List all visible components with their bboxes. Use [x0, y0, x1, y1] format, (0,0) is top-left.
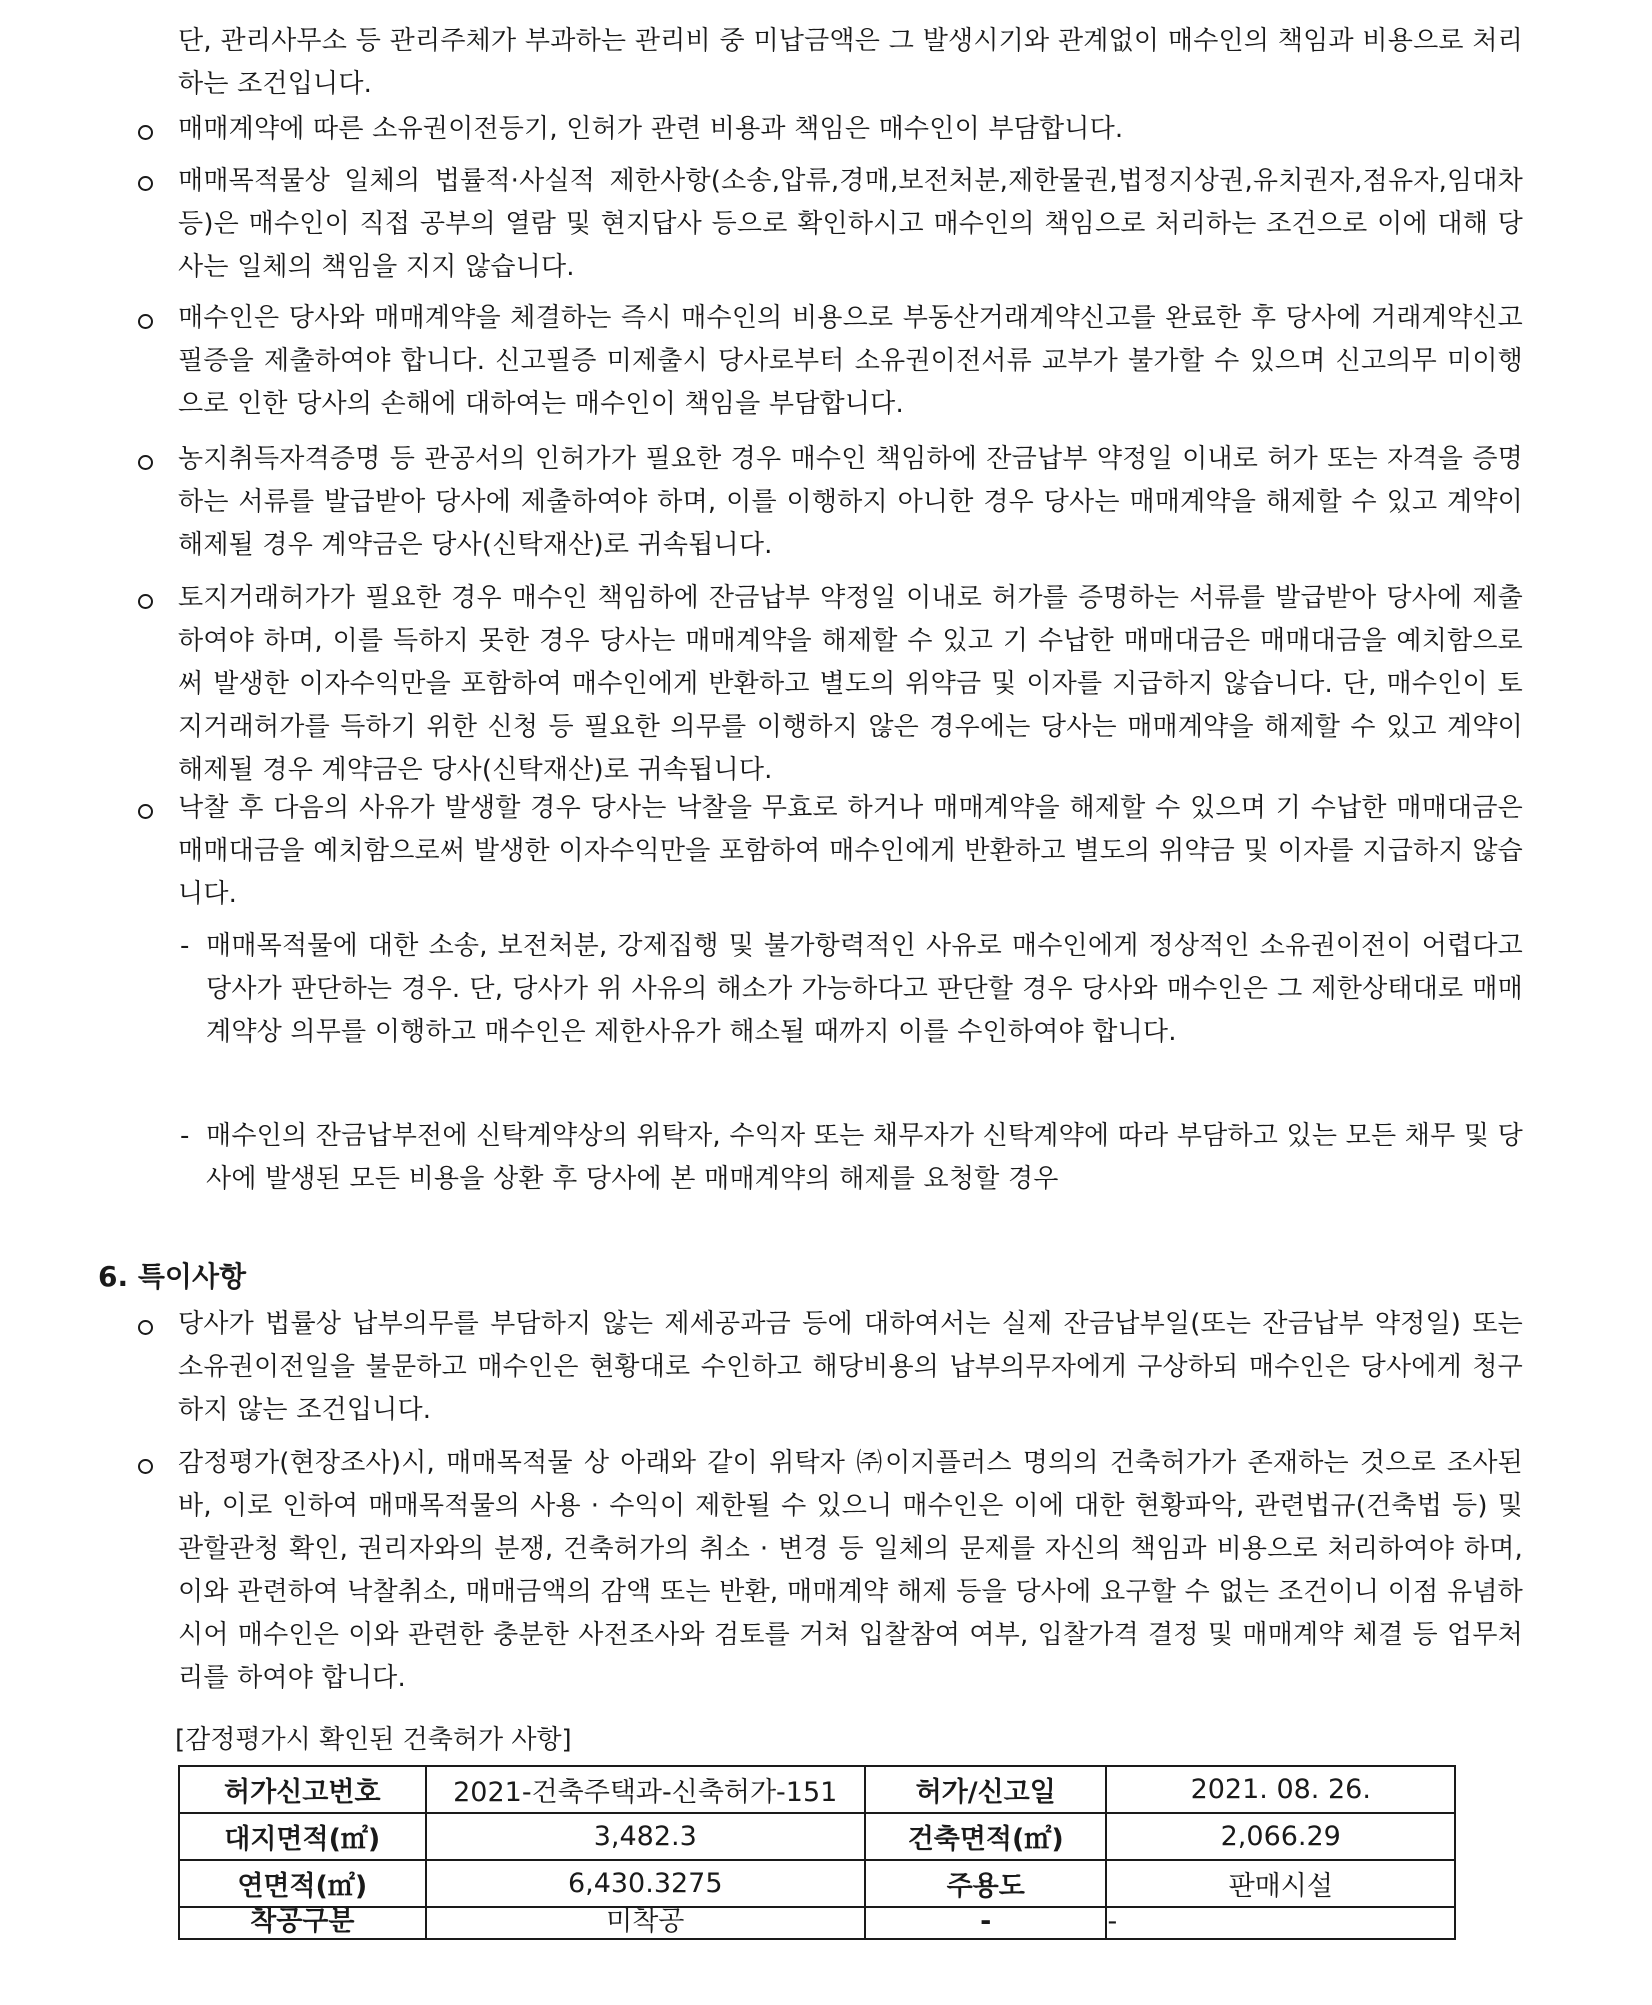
table-header-cell: 허가신고번호: [179, 1766, 426, 1813]
section-heading-special-notes: 6. 특이사항: [98, 1260, 247, 1293]
table-header-cell: 주용도: [865, 1860, 1107, 1907]
paragraph-cancellation-conditions: 낙찰 후 다음의 사유가 발생할 경우 당사는 낙찰을 무효로 하거나 매매계약을 해제할 수 있으며 기 수납한 매매대금은 매매대금을 예치함으로써 발생한 이자수익만을 포함하여 매수인에게 반환하고 별도의 위약금 및 이자를 지급하지 않습니다.: [178, 793, 1523, 909]
table-cell: -: [1106, 1907, 1455, 1939]
table-cell: 2,066.29: [1106, 1813, 1455, 1860]
table-header-cell: 대지면적(㎡): [179, 1813, 426, 1860]
bullet-circle-icon: [138, 455, 153, 470]
paragraph-legal-restrictions: 매매목적물상 일체의 법률적·사실적 제한사항(소송,압류,경매,보전처분,제한물권,법정지상권,유치권자,점유자,임대차 등)은 매수인이 직접 공부의 열람 및 현지답사 등으로 확인하시고 매수인의 책임으로 처리하는 조건으로 이에 대해 당사는 일체의 책임을 지지 않습니다.: [178, 166, 1523, 282]
table-cell: 6,430.3275: [426, 1860, 865, 1907]
bullet-circle-icon: [138, 804, 153, 819]
table-header-cell: -: [865, 1907, 1107, 1939]
table-row: [179, 1813, 1455, 1860]
paragraph-ownership-transfer: 매매계약에 따른 소유권이전등기, 인허가 관련 비용과 책임은 매수인이 부담합니다.: [178, 114, 1124, 144]
table-cell: 3,482.3: [426, 1813, 865, 1860]
table-cell: 판매시설: [1106, 1860, 1455, 1907]
bullet-circle-icon: [138, 176, 153, 191]
paragraph-building-permit: 감정평가(현장조사)시, 매매목적물 상 아래와 같이 위탁자 ㈜이지플러스 명의의 건축허가가 존재하는 것으로 조사된 바, 이로 인하여 매매목적물의 사용 · 수익이 제한될 수 있으니 매수인은 이에 대한 현황파악, 관련법규(건축법 등) 및 관할관청 확인, 권리자와의 분쟁, 건축허가의 취소 · 변경 등 일체의 문제를 자신의 책임과 비용으로 처리하여야 하며, 이와 관련하여 낙찰취소, 매매금액의 감액 또는 반환, 매매계약 해제 등을 당사에 요구할 수 없는 조건이니 이점 유념하시어 매수인은 이와 관련한 충분한 사전조사와 검토를 거쳐 입찰참여 여부, 입찰가격 결정 및 매매계약 체결 등 업무처리를 하여야 합니다.: [178, 1448, 1524, 1693]
paragraph-farmland-certificate: 농지취득자격증명 등 관공서의 인허가가 필요한 경우 매수인 책임하에 잔금납부 약정일 이내로 허가 또는 자격을 증명하는 서류를 발급받아 당사에 제출하여야 하며, 이를 이행하지 아니한 경우 당사는 매매계약을 해제할 수 있고 계약이 해제될 경우 계약금은 당사(신탁재산)로 귀속됩니다.: [178, 444, 1523, 560]
table-row: [179, 1907, 1455, 1939]
table-cell: 2021. 08. 26.: [1106, 1766, 1455, 1813]
table-row: [179, 1860, 1455, 1907]
table-header-cell: 착공구분: [179, 1907, 426, 1939]
paragraph-transaction-report: 매수인은 당사와 매매계약을 체결하는 즉시 매수인의 비용으로 부동산거래계약신고를 완료한 후 당사에 거래계약신고필증을 제출하여야 합니다. 신고필증 미제출시 당사로부터 소유권이전서류 교부가 불가할 수 있으며 신고의무 미이행으로 인한 당사의 손해에 대하여는 매수인이 책임을 부담합니다.: [178, 303, 1523, 419]
bullet-circle-icon: [138, 314, 153, 329]
paragraph-dash-trust-debt: 매수인의 잔금납부전에 신탁계약상의 위탁자, 수익자 또는 채무자가 신탁계약에 따라 부담하고 있는 모든 채무 및 당사에 발생된 모든 비용을 상환 후 당사에 본 매매계약의 해제를 요청할 경우: [206, 1121, 1523, 1194]
table-cell: 2021-건축주택과-신축허가-151: [426, 1766, 865, 1813]
building-permit-table: [178, 1765, 1456, 1940]
table-caption: [감정평가시 확인된 건축허가 사항]: [175, 1725, 572, 1755]
bullet-circle-icon: [138, 1459, 153, 1474]
table-header-cell: 연면적(㎡): [179, 1860, 426, 1907]
paragraph-dash-litigation: 매매목적물에 대한 소송, 보전처분, 강제집행 및 불가항력적인 사유로 매수인에게 정상적인 소유권이전이 어렵다고 당사가 판단하는 경우. 단, 당사가 위 사유의 해소가 가능하다고 판단할 경우 당사와 매수인은 그 제한상태대로 매매계약상 의무를 이행하고 매수인은 제한사유가 해소될 때까지 이를 수인하여야 합니다.: [206, 931, 1523, 1047]
paragraph-management-fee: 단, 관리사무소 등 관리주체가 부과하는 관리비 중 미납금액은 그 발생시기와 관계없이 매수인의 책임과 비용으로 처리하는 조건입니다.: [178, 26, 1523, 99]
table-header-cell: 허가/신고일: [865, 1766, 1107, 1813]
table-header-cell: 건축면적(㎡): [865, 1813, 1107, 1860]
table-cell: 미착공: [426, 1907, 865, 1939]
bullet-circle-icon: [138, 1320, 153, 1335]
paragraph-taxes-and-dues: 당사가 법률상 납부의무를 부담하지 않는 제세공과금 등에 대하여서는 실제 잔금납부일(또는 잔금납부 약정일) 또는 소유권이전일을 불문하고 매수인은 현황대로 수인하고 해당비용의 납부의무자에게 구상하되 매수인은 당사에게 청구하지 않는 조건입니다.: [178, 1309, 1523, 1425]
bullet-circle-icon: [138, 125, 153, 140]
dash-marker: -: [180, 931, 190, 961]
dash-marker: -: [180, 1121, 190, 1151]
paragraph-land-transaction-permit: 토지거래허가가 필요한 경우 매수인 책임하에 잔금납부 약정일 이내로 허가를 증명하는 서류를 발급받아 당사에 제출하여야 하며, 이를 득하지 못한 경우 당사는 매매계약을 해제할 수 있고 기 수납한 매매대금은 매매대금을 예치함으로써 발생한 이자수익만을 포함하여 매수인에게 반환하고 별도의 위약금 및 이자를 지급하지 않습니다. 단, 매수인이 토지거래허가를 득하기 위한 신청 등 필요한 의무를 이행하지 않은 경우에는 당사는 매매계약을 해제할 수 있고 계약이 해제될 경우 계약금은 당사(신탁재산)로 귀속됩니다.: [178, 583, 1523, 785]
table-row: [179, 1766, 1455, 1813]
bullet-circle-icon: [138, 594, 153, 609]
